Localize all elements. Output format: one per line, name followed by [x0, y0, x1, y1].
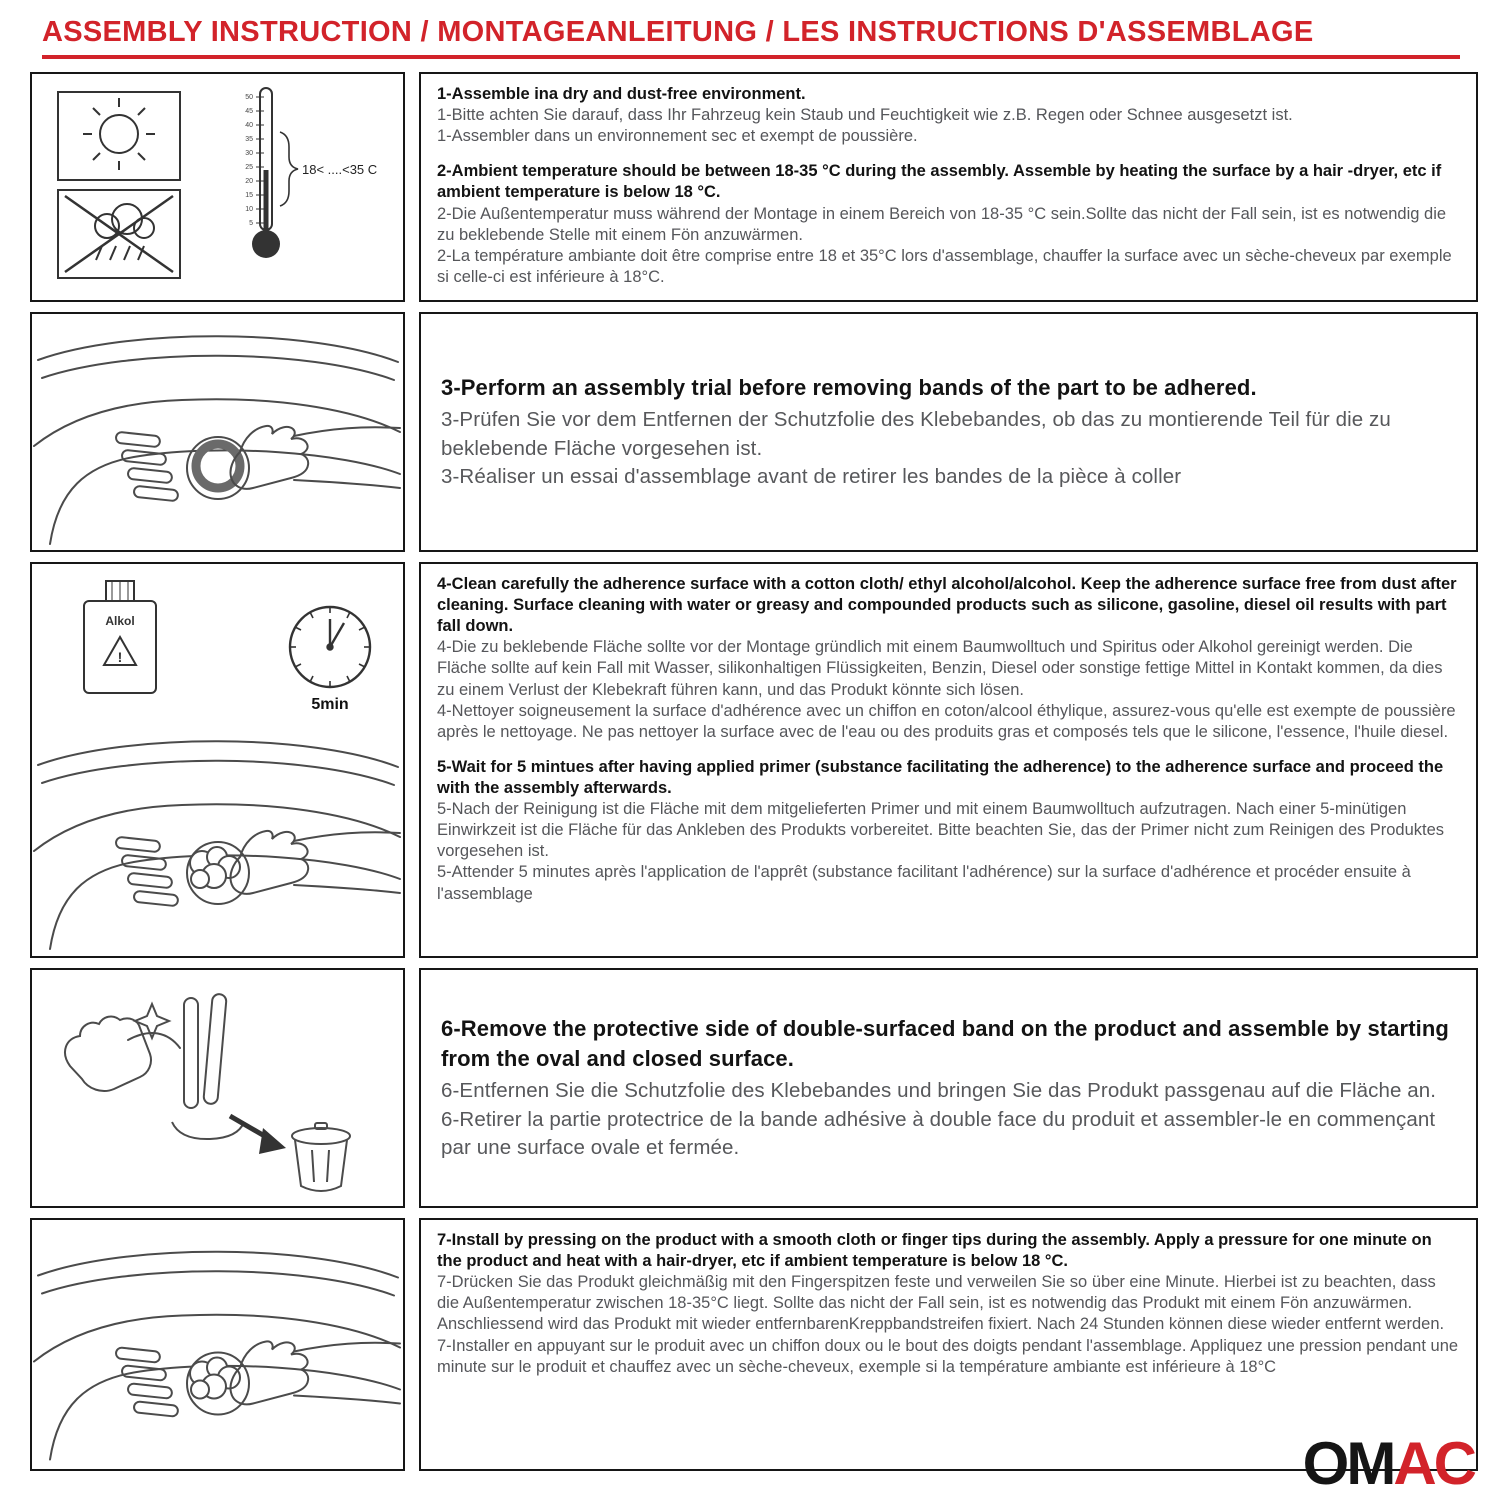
svg-text:!: !: [117, 649, 123, 665]
instruction-row-1: [30, 72, 1478, 302]
sun-icon: [58, 92, 180, 180]
hand-icon: [230, 831, 400, 894]
arrow-icon: [230, 1116, 286, 1154]
instruction-paragraph: 7-Drücken Sie das Produkt gleichmäßig mit den Fingerspitzen feste und verweilen Sie so über eine Minute. Hierbei ist zu beachten, dass die Außentemperatur zwischen 18-35°C liegt. Sollte das nicht der Fall sein, ist es notwendig das Produkt mit einem Fön anzuwärmen. Anschliessend wird das Produkt mit wieder entfernbarenKreppbandstreifen fixiert. Nach 24 Stunden können diese wieder entfernt werden.: [437, 1273, 1445, 1334]
svg-text:50: 50: [245, 94, 253, 101]
car-sketch: [34, 741, 400, 949]
instruction-text-3: [419, 562, 1478, 958]
instruction-paragraph: 5-Wait for 5 mintues after having applied primer (substance facilitating the adherence) to the adherence surface and proceed the with the assembly afterwards.: [437, 757, 1444, 797]
illustration-environment-temperature: [30, 72, 405, 302]
page-title: ASSEMBLY INSTRUCTION / MONTAGEANLEITUNG / LES INSTRUCTIONS D'ASSEMBLAGE: [42, 16, 1314, 48]
instruction-paragraph: 2-La température ambiante doit être comprise entre 18 et 35°C lors d'assemblage, chauffer la surface avec un sèche-cheveux par exemple si celle-ci est inférieure à 18°C.: [437, 246, 1452, 286]
peel-hand-icon: [65, 1017, 180, 1091]
instruction-row-4: [30, 968, 1478, 1208]
wait-time-label: 5min: [311, 696, 349, 713]
omac-logo: [1302, 1430, 1474, 1497]
omac-logo-red: AC: [1393, 1430, 1474, 1497]
hand-icon: [230, 1341, 400, 1404]
instruction-paragraph: 5-Attender 5 minutes après l'application de l'apprêt (substance facilitant l'adhérence) sur la surface d'adhérence et procéder ensuite à l'assemblage: [437, 863, 1411, 903]
svg-text:20: 20: [245, 178, 253, 185]
svg-text:5: 5: [249, 220, 253, 227]
alcohol-bottle-icon: [84, 581, 156, 693]
title-underline: [42, 55, 1460, 59]
car-sketch: [34, 1252, 400, 1460]
no-rain-icon: [58, 190, 180, 278]
instruction-row-2: [30, 312, 1478, 552]
hand-icon: [230, 426, 400, 489]
svg-text:25: 25: [245, 164, 253, 171]
instruction-paragraph: 4-Clean carefully the adherence surface with a cotton cloth/ ethyl alcohol/alcohol. Keep the adherence surface free from dust after cleaning. Surface cleaning with water or greasy and compounded products such as silicone, gasoline, diesel oil results with part fall down.: [437, 575, 1457, 636]
omac-logo-black: OM: [1302, 1430, 1394, 1497]
svg-text:35: 35: [245, 136, 253, 143]
clean-surface-drawing: [32, 564, 403, 956]
instruction-paragraph: 1-Assemble ina dry and dust-free environment.: [437, 85, 806, 103]
svg-text:30: 30: [245, 150, 253, 157]
trash-bin-icon: [292, 1123, 350, 1191]
svg-text:15: 15: [245, 192, 253, 199]
illustration-trial-fit: [30, 312, 405, 552]
car-trial-fit-drawing: [32, 314, 403, 550]
remove-band-drawing: [32, 970, 403, 1206]
instruction-paragraph: 6-Remove the protective side of double-surfaced band on the product and assemble by starting from the oval and closed surface.: [441, 1015, 1449, 1072]
svg-text:40: 40: [245, 122, 253, 129]
instruction-paragraph: 1-Bitte achten Sie darauf, dass Ihr Fahrzeug kein Staub und Feuchtigkeit wie z.B. Regen oder Schnee ausgesetzt ist.: [437, 106, 1293, 125]
instruction-paragraph: 6-Retirer la partie protectrice de la bande adhésive à double face du produit et assembler-le en commençant par une surface ovale et fermée.: [441, 1107, 1436, 1159]
thermometer-scale: [245, 94, 253, 227]
illustration-press-product: [30, 1218, 405, 1471]
instruction-text-2: [419, 312, 1478, 552]
instruction-paragraph: 3-Réaliser un essai d'assemblage avant de retirer les bandes de la pièce à coller: [441, 464, 1182, 488]
svg-text:45: 45: [245, 108, 253, 115]
instruction-paragraph: 3-Prüfen Sie vor dem Entfernen der Schutzfolie des Klebebandes, ob das zu montierende Teil für die zu beklebende Fläche vorgesehen ist.: [441, 408, 1391, 460]
clock-icon: [290, 607, 370, 687]
environment-temperature-drawing: [32, 74, 403, 300]
instruction-paragraph: 4-Die zu beklebende Fläche sollte vor der Montage gründlich mit einem Baumwolltuch und Spiritus oder Alkohol gereinigt werden. Die Fläche sollte auf kein Fall mit Wasser, silikonhaltigen Flüssigkeiten, Benzin, Diesel oder sonstige fettige Mittel in Kontakt kommen, da dies zu einem Verlust der Klebekraft führen kann, und das Produkt könnte sich lösen.: [437, 638, 1443, 699]
temp-range-label: 18< ....<35 C: [302, 162, 378, 177]
instruction-paragraph: 7-Install by pressing on the product with a smooth cloth or finger tips during the assembly. Apply a pressure for one minute on the product and heat with a hair-dryer, etc if ambient temperature is below 18 °C.: [437, 1231, 1432, 1271]
warning-triangle-icon: [104, 637, 136, 665]
svg-text:10: 10: [245, 206, 253, 213]
instruction-paragraph: 4-Nettoyer soigneusement la surface d'adhérence avec un chiffon en coton/alcool éthylique, assurez-vous qu'elle est exempte de poussière après le nettoyage. Ne pas nettoyer la surface avec de l'eau ou des produits gras et composés tels que le silicone, l'essence, l'huile diesel.: [437, 701, 1456, 741]
instruction-paragraph: 7-Installer en appuyant sur le produit avec un chiffon doux ou le bout des doigts pendant l'assemblage. Appliquez une pression pendant une minute sur le produit et chauffez avec un sèche-cheveux, exemple si la température ambiante est inférieure à 18°C: [437, 1336, 1459, 1376]
instruction-paragraph: 1-Assembler dans un environnement sec et exempt de poussière.: [437, 127, 918, 146]
press-product-drawing: [32, 1220, 403, 1469]
thermometer-icon: [245, 88, 377, 258]
range-brace: [280, 132, 298, 206]
instruction-row-3: [30, 562, 1478, 958]
assembly-instruction-sheet: [0, 16, 1500, 1500]
instruction-paragraph: 2-Ambient temperature should be between 18-35 °C during the assembly. Assemble by heating the surface by a hair -dryer, etc if ambient temperature is below 18 °C.: [437, 162, 1442, 202]
illustration-remove-band: [30, 968, 405, 1208]
instruction-paragraph: 2-Die Außentemperatur muss während der Montage in einem Bereich von 18-35 °C sein.Sollte das nicht der Fall sein, ist es notwendig die zu beklebende Stelle mit einem Fön anzuwärmen.: [437, 204, 1447, 244]
instruction-text-1: [419, 72, 1478, 302]
illustration-clean-surface: [30, 562, 405, 958]
instruction-paragraph: 5-Nach der Reinigung ist die Fläche mit dem mitgelieferten Primer und mit einem Baumwolltuch aufzutragen. Nach einer 5-minütigen Einwirkzeit ist die Fläche für das Ankleben des Produkts vorbereitet. Bitte beachten Sie, das der Primer nicht zum Reinigen des Produktes vorgesehen ist.: [437, 800, 1445, 861]
instruction-row-5: [30, 1218, 1478, 1471]
bottle-label: Alkol: [105, 614, 135, 628]
instruction-paragraph: 6-Entfernen Sie die Schutzfolie des Klebebandes und bringen Sie das Produkt passgenau auf die Fläche an.: [441, 1079, 1437, 1103]
instruction-paragraph: 3-Perform an assembly trial before removing bands of the part to be adhered.: [441, 374, 1257, 400]
instruction-text-4: [419, 968, 1478, 1208]
